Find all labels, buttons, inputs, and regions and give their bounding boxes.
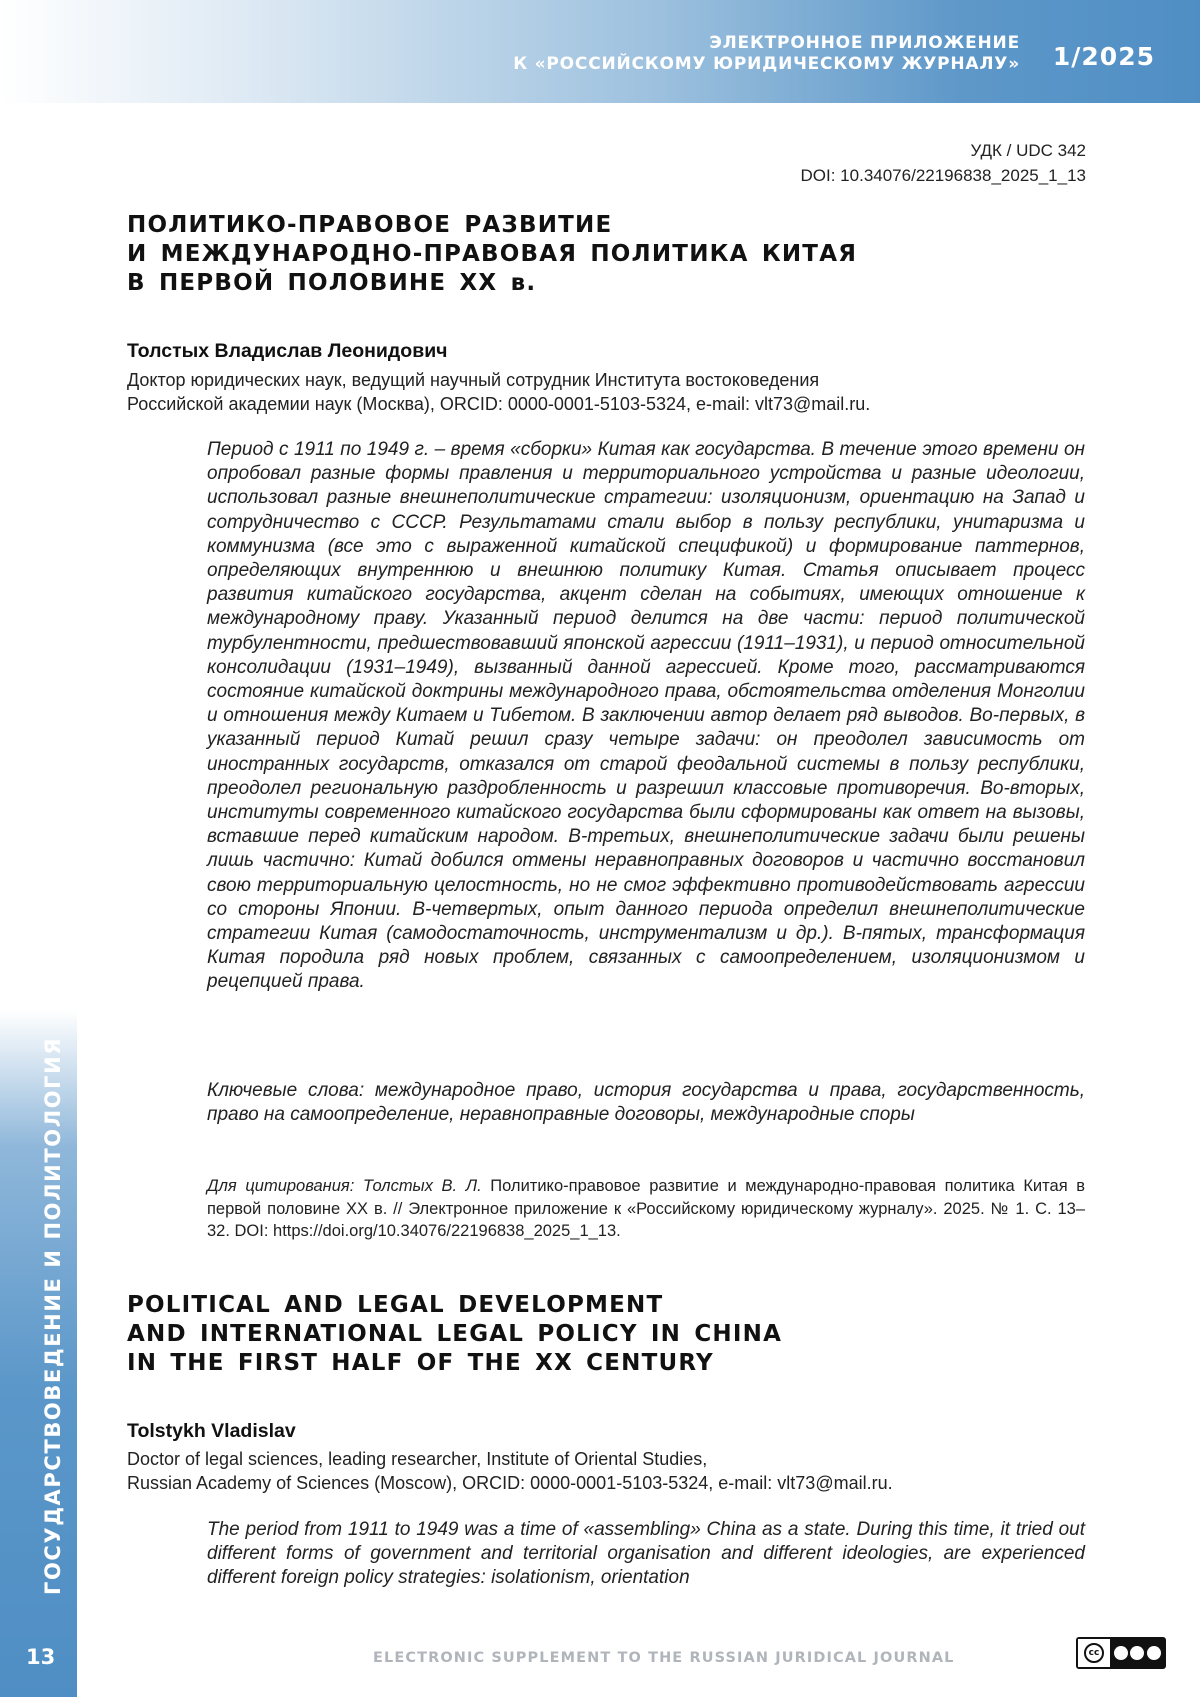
affiliation-en-line: Doctor of legal sciences, leading researcher, Institute of Oriental Studies, (127, 1448, 1027, 1472)
journal-header-line1: ЭЛЕКТРОННОЕ ПРИЛОЖЕНИЕ (513, 33, 1020, 54)
cc-license-icon (1076, 1637, 1166, 1669)
citation (207, 1175, 1085, 1243)
doi: DOI: 10.34076/22196838_2025_1_13 (801, 163, 1086, 188)
title-ru (127, 211, 857, 298)
by-icon (1114, 1646, 1128, 1660)
journal-header (513, 33, 1020, 75)
page-number: 13 (26, 1645, 55, 1669)
affiliation-ru (127, 369, 1027, 416)
title-en-line: POLITICAL AND LEGAL DEVELOPMENT (127, 1291, 782, 1320)
title-ru-line: И МЕЖДУНАРОДНО-ПРАВОВАЯ ПОЛИТИКА КИТАЯ (127, 240, 857, 269)
affiliation-ru-line: Российской академии наук (Москва), ORCID: 0000-0001-5103-5324, e-mail: vlt73@mail.ru. (127, 393, 1027, 417)
udc: УДК / UDC 342 (801, 138, 1086, 163)
author-en: Tolstykh Vladislav (127, 1420, 296, 1443)
affiliation-ru-line: Доктор юридических наук, ведущий научный сотрудник Института востоковедения (127, 369, 1027, 393)
title-ru-line: В ПЕРВОЙ ПОЛОВИНЕ XX в. (127, 269, 857, 298)
issue-number: 1/2025 (1053, 42, 1155, 71)
citation-label: Для цитирования: Толстых В. Л. (207, 1177, 482, 1195)
section-label: ГОСУДАРСТВОВЕДЕНИЕ И ПОЛИТОЛОГИЯ (41, 1037, 65, 1595)
citation-text: Политико-правовое развитие и международно-правовая политика Китая в первой половине XX в. // Электронное приложение к «Российскому юридическому журналу». 2025. № 1. С. 13–32. DOI: https://doi.org/10.34076/22196838_2025_1_13. (207, 1177, 1085, 1240)
affiliation-en-line: Russian Academy of Sciences (Moscow), ORCID: 0000-0001-5103-5324, e-mail: vlt73@mail.ru. (127, 1472, 1027, 1496)
article-meta (801, 138, 1086, 188)
keywords-ru: Ключевые слова: международное право, история государства и права, государственность, право на самоопределение, неравноправные договоры, международные споры (207, 1079, 1085, 1127)
title-en-line: IN THE FIRST HALF OF THE XX CENTURY (127, 1349, 782, 1378)
nc-icon (1130, 1646, 1144, 1660)
footer-journal-name: ELECTRONIC SUPPLEMENT TO THE RUSSIAN JURIDICAL JOURNAL (373, 1650, 955, 1666)
title-en (127, 1291, 782, 1378)
sa-icon (1147, 1646, 1161, 1660)
title-en-line: AND INTERNATIONAL LEGAL POLICY IN CHINA (127, 1320, 782, 1349)
abstract-ru: Период с 1911 по 1949 г. – время «сборки» Китая как государства. В течение этого времени он опробовал разные формы правления и территориального устройства и разные идеологии, использовал разные внешнеполитические стратегии: изоляционизм, ориентацию на Запад и сотрудничество с СССР. Результатами стали выбор в пользу республики, унитаризма и коммунизма (все это с выраженной китайской спецификой) и формирование паттернов, определяющих внутреннюю и внешнюю политику Китая. Статья описывает процесс развития китайского государства, акцент сделан на событиях, имеющих отношение к международному праву. Указанный период делится на две части: период политической турбулентности, предшествовавший японской агрессии (1911–1931), и период относительной консолидации (1931–1949), вызванный данной агрессией. Кроме того, рассматриваются состояние китайской доктрины международного права, обстоятельства отделения Монголии и отношения между Китаем и Тибетом. В заключении автор делает ряд выводов. Во-первых, в указанный период Китай решил сразу четыре задачи: он преодолел зависимость от иностранных государств, отказался от старой феодальной системы в пользу республики, преодолел региональную раздробленность и разрешил классовые противоречия. Во-вторых, институты современного китайского государства были сформированы как ответ на вызовы, вставшие перед китайским народом. В-третьих, внешнеполитические задачи были решены лишь частично: Китай добился отмены неравноправных договоров и частично восстановил свою территориальную целостность, но не смог эффективно противодействовать агрессии со стороны Японии. В-четвертых, опыт данного периода определил внешнеполитические стратегии Китая (самодостаточность, инструментализм и др.). В-пятых, трансформация Китая породила ряд новых проблем, связанных с самоопределением, изоляционизмом и рецепцией права. (207, 438, 1085, 995)
title-ru-line: ПОЛИТИКО-ПРАВОВОЕ РАЗВИТИЕ (127, 211, 857, 240)
cc-icon: cc (1084, 1643, 1104, 1663)
affiliation-en (127, 1448, 1027, 1495)
journal-header-line2: К «РОССИЙСКОМУ ЮРИДИЧЕСКОМУ ЖУРНАЛУ» (513, 54, 1020, 75)
sidebar-band (0, 1010, 77, 1697)
author-ru: Толстых Владислав Леонидович (127, 340, 448, 363)
abstract-en: The period from 1911 to 1949 was a time of «assembling» China as a state. During this time, it tried out different forms of government and territorial organisation and different ideologies, are experienced different foreign policy strategies: isolationism, orientation (207, 1518, 1085, 1591)
